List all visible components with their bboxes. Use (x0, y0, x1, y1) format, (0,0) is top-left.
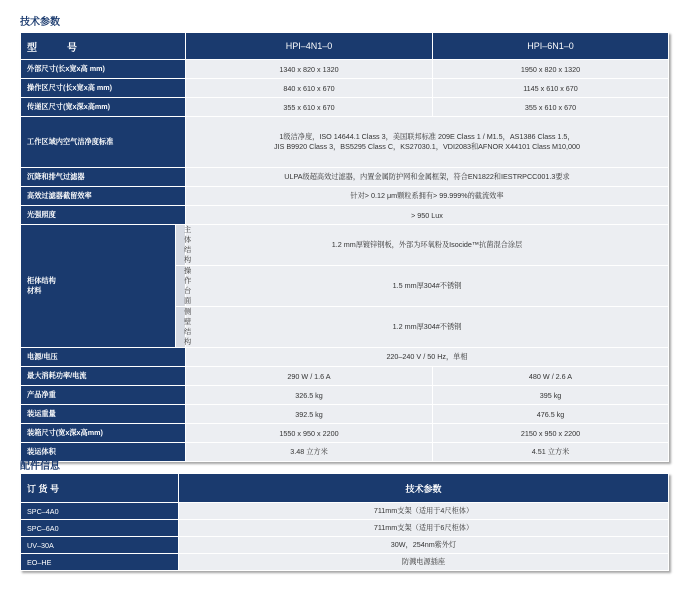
spec-value-b: 355 x 610 x 670 (433, 98, 669, 117)
tech-params-header: 技术参数 (179, 474, 669, 503)
accessory-code: EO–HE (21, 554, 179, 571)
spec-value-a: 290 W / 1.6 A (186, 367, 433, 386)
accessory-desc: 711mm支架（适用于6尺柜体） (179, 520, 669, 537)
order-number-header: 订 货 号 (21, 474, 179, 503)
spec-value-merged: 1.5 mm厚304#不锈钢 (186, 266, 669, 307)
cleanliness-line-2: JIS B9920 Class 3，BS5295 Class C，KS27030.1，VDI2083和AFNOR X44101 Class M10,000 (273, 142, 581, 151)
spec-value-b: 1950 x 820 x 1320 (433, 60, 669, 79)
spec-label: 电源/电压 (21, 348, 186, 367)
cabinet-sub-label: 侧壁结构 (176, 307, 186, 348)
spec-row-cleanliness (21, 117, 669, 168)
accessory-desc: 711mm支架（适用于4尺柜体） (179, 503, 669, 520)
spec-row-pass-dim (21, 98, 669, 117)
specs-table (20, 32, 669, 462)
spec-value-merged: 1.2 mm厚304#不锈钢 (186, 307, 669, 348)
spec-value-a: 1340 x 820 x 1320 (186, 60, 433, 79)
spec-label: 传递区尺寸(宽x深x高mm) (21, 98, 186, 117)
accessory-code: SPC–4A0 (21, 503, 179, 520)
spec-label: 光强照度 (21, 206, 186, 225)
spec-value-b: 480 W / 2.6 A (433, 367, 669, 386)
spec-row-net-weight (21, 386, 669, 405)
spec-row-efficiency (21, 187, 669, 206)
spec-value-b: 395 kg (433, 386, 669, 405)
spec-label: 装运重量 (21, 405, 186, 424)
spec-value-b: 476.5 kg (433, 405, 669, 424)
accessory-row (21, 537, 669, 554)
spec-value-a: 840 x 610 x 670 (186, 79, 433, 98)
accessory-desc: 30W，254nm紫外灯 (179, 537, 669, 554)
accessories-table (20, 473, 669, 571)
spec-value-b: 1145 x 610 x 670 (433, 79, 669, 98)
spec-row-box-dim (21, 424, 669, 443)
spec-row-lux (21, 206, 669, 225)
spec-label: 产品净重 (21, 386, 186, 405)
spec-label: 装运体积 (21, 443, 186, 462)
spec-label: 装箱尺寸(宽x深x高mm) (21, 424, 186, 443)
accessory-row (21, 520, 669, 537)
spec-value-a: 3.48 立方米 (186, 443, 433, 462)
cabinet-sub-label: 操作台面 (176, 266, 186, 307)
spec-row-power (21, 348, 669, 367)
spec-label: 工作区域内空气洁净度标准 (21, 117, 186, 168)
spec-value-merged: 1.2 mm厚镀锌钢板，外部为环氧粉及Isocide™抗菌混合涂层 (186, 225, 669, 266)
spec-row-max-power (21, 367, 669, 386)
accessory-desc: 防溅电源插座 (179, 554, 669, 571)
spec-row-outer-dim (21, 60, 669, 79)
spec-value-merged: > 950 Lux (186, 206, 669, 225)
spec-row-filters (21, 168, 669, 187)
accessory-code: SPC–6A0 (21, 520, 179, 537)
cabinet-sub-label: 主体结构 (176, 225, 186, 266)
spec-value-merged: 针对> 0.12 μm颗粒系拥有> 99.999%的截流效率 (186, 187, 669, 206)
cleanliness-line-1: 1级洁净度，ISO 14644.1 Class 3，美国联邦标准 209E Class 1 / M1.5，AS1386 Class 1.5， (279, 132, 575, 142)
spec-value-merged: 220–240 V / 50 Hz，单相 (186, 348, 669, 367)
spec-row-work-dim (21, 79, 669, 98)
spec-label: 高效过滤器截留效率 (21, 187, 186, 206)
model-a-header: HPI–4N1–0 (186, 33, 433, 60)
cabinet-group-label: 柜体结构 材料 (21, 225, 176, 348)
spec-value-merged (186, 117, 669, 168)
spec-value-a: 392.5 kg (186, 405, 433, 424)
model-b-header: HPI–6N1–0 (433, 33, 669, 60)
spec-value-b: 4.51 立方米 (433, 443, 669, 462)
spec-value-a: 355 x 610 x 670 (186, 98, 433, 117)
spec-label: 沉降和排气过滤器 (21, 168, 186, 187)
spec-value-a: 326.5 kg (186, 386, 433, 405)
accessory-code: UV–30A (21, 537, 179, 554)
accessories-header-row (21, 474, 669, 503)
spec-label: 操作区尺寸(长x宽x高 mm) (21, 79, 186, 98)
specs-header-row (21, 33, 669, 60)
accessories-section-title: 配件信息 (20, 461, 60, 472)
spec-value-a: 1550 x 950 x 2200 (186, 424, 433, 443)
spec-label: 最大消耗功率/电流 (21, 367, 186, 386)
specs-section-title: 技术参数 (20, 17, 60, 28)
spec-row-cabinet-main (21, 225, 669, 266)
accessory-row (21, 554, 669, 571)
spec-value-merged: ULPA级超高效过滤器，内置金属防护网和金属框架，符合EN1822和IESTRPCC001.3要求 (186, 168, 669, 187)
spec-row-ship-volume (21, 443, 669, 462)
model-header-label: 型 号 (21, 33, 186, 60)
spec-label: 外部尺寸(长x宽x高 mm) (21, 60, 186, 79)
spec-value-b: 2150 x 950 x 2200 (433, 424, 669, 443)
spec-row-ship-weight (21, 405, 669, 424)
accessory-row (21, 503, 669, 520)
